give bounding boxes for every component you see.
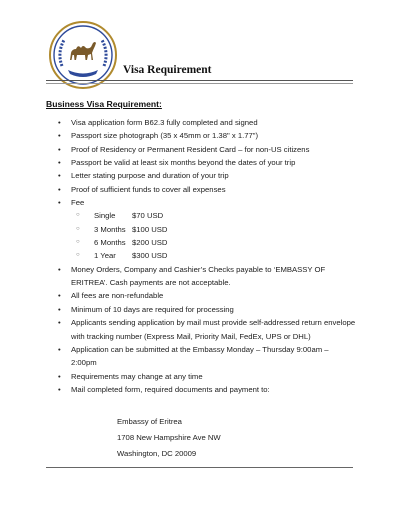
- list-item: • Mail completed form, required documents and payment to:: [56, 383, 356, 396]
- list-item: • Money Orders, Company and Cashier’s Checks payable to ‘EMBASSY OF ERITREA’. Cash payments are not acceptable.: [56, 263, 356, 290]
- requirements-list: [56, 116, 356, 396]
- page-title: Visa Requirement: [123, 64, 212, 76]
- header-divider-secondary: [46, 83, 353, 84]
- address-line: 1708 New Hampshire Ave NW: [117, 433, 221, 442]
- list-item: • Requirements may change at any time: [56, 370, 356, 383]
- address-line: Embassy of Eritrea: [117, 417, 182, 426]
- address-line: Washington, DC 20009: [117, 449, 197, 458]
- list-item: • Letter stating purpose and duration of your trip: [56, 169, 356, 182]
- fee-label: Fee: [71, 198, 85, 208]
- fee-amount: $200 USD: [132, 238, 168, 248]
- list-item: • Proof of sufficient funds to cover all expenses: [56, 183, 356, 196]
- list-item-fee: [56, 196, 356, 263]
- fee-item: [71, 209, 356, 222]
- fee-amount: $300 USD: [132, 251, 168, 261]
- mailing-address: [117, 414, 221, 462]
- fee-list: [71, 209, 356, 262]
- fee-term: Single: [94, 211, 116, 221]
- list-item: • All fees are non-refundable: [56, 289, 356, 302]
- fee-term: 6 Months: [94, 238, 126, 248]
- fee-amount: $100 USD: [132, 224, 168, 234]
- list-item: • Passport size photograph (35 x 45mm or 1.38" x 1.77"): [56, 129, 356, 142]
- fee-amount: $70 USD: [132, 211, 164, 221]
- section-heading: Business Visa Requirement:: [46, 99, 162, 109]
- list-item: • Minimum of 10 days are required for processing: [56, 303, 356, 316]
- list-item: • Visa application form B62.3 fully completed and signed: [56, 116, 356, 129]
- fee-term: 3 Months: [94, 224, 126, 234]
- list-item: • Applicants sending application by mail must provide self-addressed return envelope with tracking number (Express Mail, Priority Mail, FedEx, UPS or DHL): [56, 316, 356, 343]
- fee-item: [71, 236, 356, 249]
- fee-item: [71, 223, 356, 236]
- fee-term: 1 Year: [94, 251, 116, 261]
- list-item: • Proof of Residency or Permanent Resident Card – for non-US citizens: [56, 143, 356, 156]
- header-divider: [46, 80, 353, 81]
- footer-divider: [46, 467, 353, 468]
- list-item: • Application can be submitted at the Embassy Monday – Thursday 9:00am – 2:00pm: [56, 343, 356, 370]
- list-item: • Passport be valid at least six months beyond the dates of your trip: [56, 156, 356, 169]
- fee-item: [71, 249, 356, 262]
